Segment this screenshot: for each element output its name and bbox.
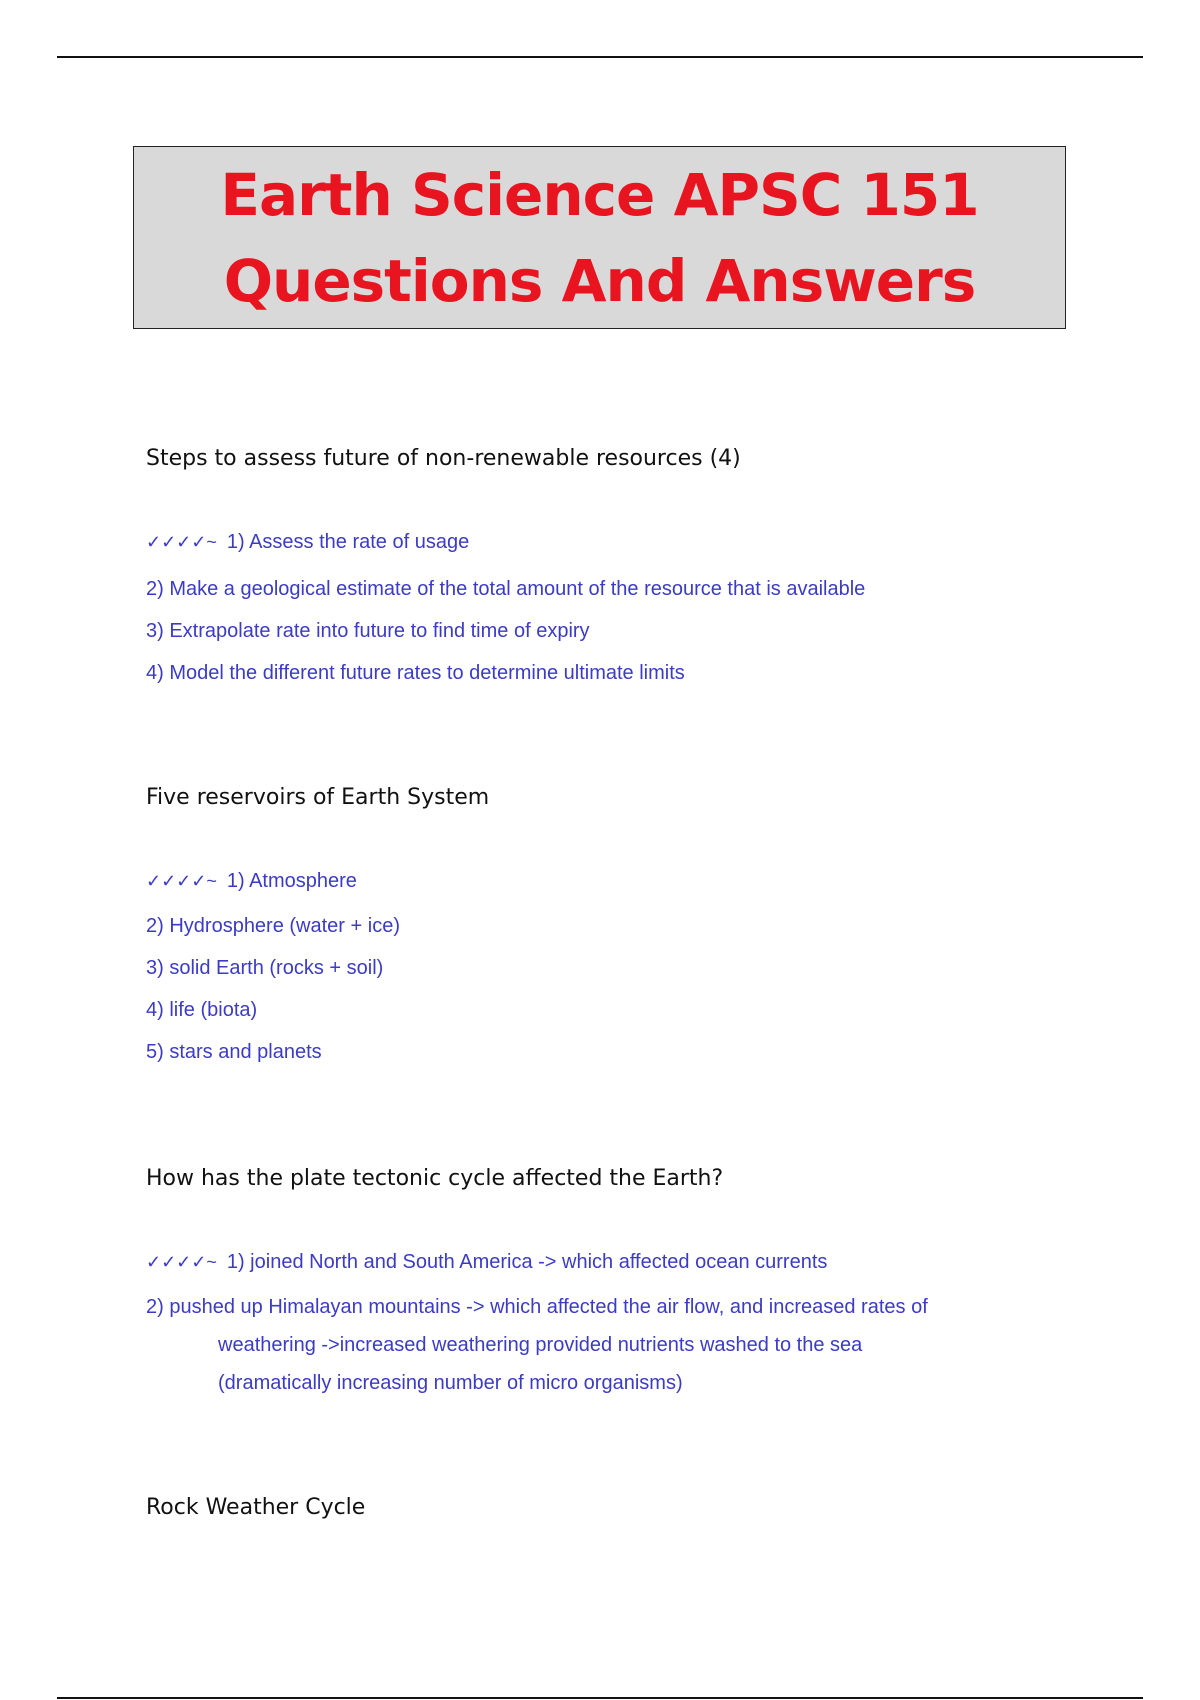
answer-text: 1) Assess the rate of usage: [226, 531, 470, 553]
answer-3-line-2: 2) pushed up Himalayan mountains -> which affected the air flow, and increased rates of: [146, 1296, 928, 1318]
answer-2-line-4: 4) life (biota): [146, 999, 258, 1021]
title-line-2: Questions And Answers: [223, 246, 976, 315]
answer-2-line-2: 2) Hydrosphere (water + ice): [146, 915, 400, 937]
question-1: Steps to assess future of non-renewable resources (4): [146, 446, 741, 471]
answer-3-line-3: weathering ->increased weathering provided nutrients washed to the sea: [218, 1334, 863, 1356]
answer-2-line-3: 3) solid Earth (rocks + soil): [146, 957, 384, 979]
answer-text: 1) joined North and South America -> which affected ocean currents: [226, 1251, 828, 1273]
question-4: Rock Weather Cycle: [146, 1495, 366, 1520]
title-line-1: Earth Science APSC 151: [220, 160, 979, 229]
answer-3-line-4: (dramatically increasing number of micro organisms): [218, 1372, 683, 1394]
checkmark-icon: ✓✓✓✓~: [146, 871, 217, 891]
header-rule: [57, 56, 1143, 58]
answer-2-line-5: 5) stars and planets: [146, 1041, 322, 1063]
answer-1-line-2: 2) Make a geological estimate of the total amount of the resource that is available: [146, 578, 866, 600]
footer-rule: [57, 1697, 1143, 1699]
answer-1-line-3: 3) Extrapolate rate into future to find time of expiry: [146, 620, 590, 642]
answer-1-line-1: [146, 530, 469, 554]
answer-3-line-1: [146, 1250, 827, 1274]
answer-text: 1) Atmosphere: [226, 870, 357, 892]
title-box: [133, 146, 1066, 329]
checkmark-icon: ✓✓✓✓~: [146, 1252, 217, 1272]
question-3: How has the plate tectonic cycle affected the Earth?: [146, 1166, 724, 1191]
checkmark-icon: ✓✓✓✓~: [146, 532, 217, 552]
answer-1-line-4: 4) Model the different future rates to determine ultimate limits: [146, 662, 685, 684]
question-2: Five reservoirs of Earth System: [146, 785, 490, 810]
answer-2-line-1: [146, 869, 357, 893]
